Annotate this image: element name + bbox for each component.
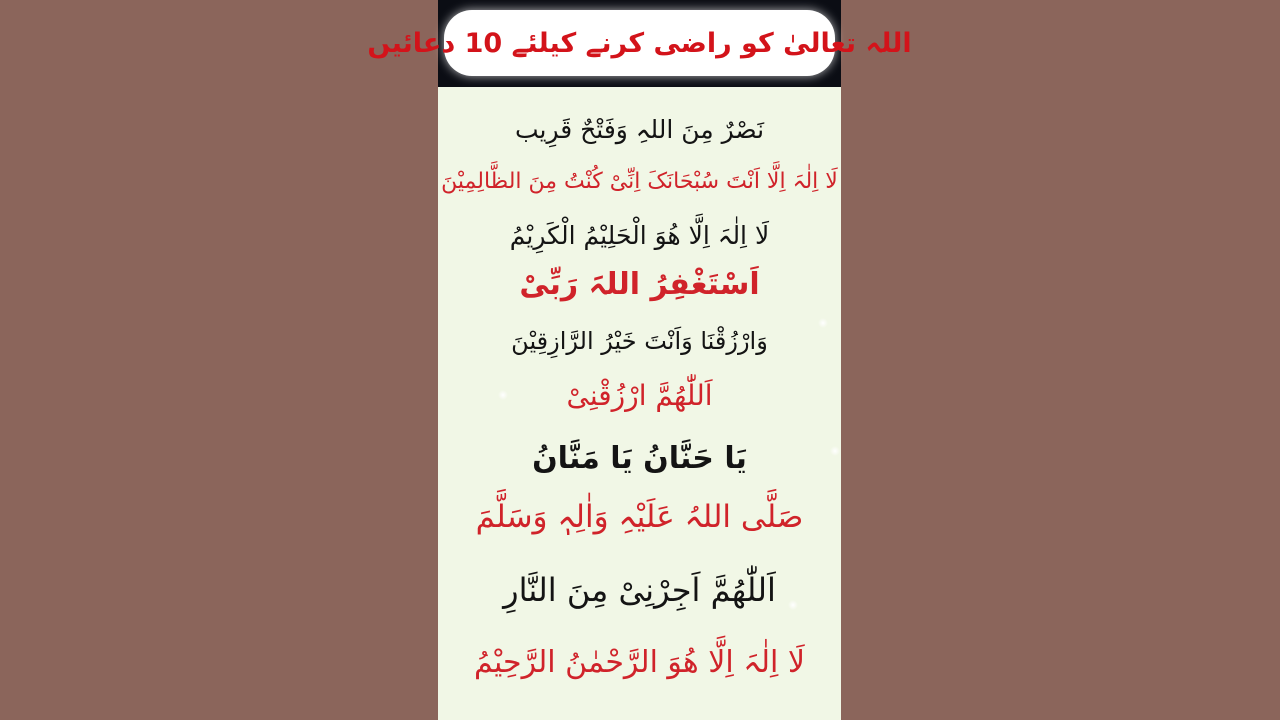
sparkle-decoration xyxy=(830,446,840,456)
dua-line-2: لَا اِلٰہَ اِلَّا اَنْتَ سُبْحَانَکَ اِنِّیْ کُنْتُ مِنَ الظَّالِمِیْنَ xyxy=(441,169,838,194)
dua-line-4: اَسْتَغْفِرُ اللہَ رَبِّیْ xyxy=(519,267,760,302)
dua-line-8: صَلَّی اللہُ عَلَیْہِ وَاٰلِہٖ وَسَلَّمَ xyxy=(475,499,804,535)
dua-line-1: نَصْرٌ مِنَ اللہِ وَفَتْحٌ قَرِیب xyxy=(514,115,765,144)
dua-list xyxy=(438,87,841,720)
dua-line-9: اَللّٰھُمَّ اَجِرْنِیْ مِنَ النَّارِ xyxy=(503,571,776,609)
page-title: اللہ تعالیٰ کو راضی کرنے کیلئے 10 دعائیں xyxy=(367,27,912,59)
title-pill xyxy=(367,10,912,76)
dua-line-6: اَللّٰھُمَّ ارْزُقْنِیْ xyxy=(566,379,713,412)
left-background xyxy=(0,0,438,720)
sparkle-decoration xyxy=(788,600,798,610)
right-background xyxy=(841,0,1280,720)
dua-line-10: لَا اِلٰہَ اِلَّا ھُوَ الرَّحْمٰنُ الرَّحِیْمُ xyxy=(474,645,805,680)
title-bar xyxy=(367,0,912,87)
dua-line-5: وَارْزُقْنَا وَاَنْتَ خَیْرُ الرَّازِقِیْنَ xyxy=(511,327,768,355)
dua-line-7: یَا حَنَّانُ یَا مَنَّانُ xyxy=(532,441,747,476)
dua-line-3: لَا اِلٰہَ اِلَّا ھُوَ الْحَلِیْمُ الْکَرِیْمُ xyxy=(509,221,770,250)
sparkle-decoration xyxy=(818,318,828,328)
dua-panel xyxy=(367,0,912,720)
sparkle-decoration xyxy=(498,390,508,400)
